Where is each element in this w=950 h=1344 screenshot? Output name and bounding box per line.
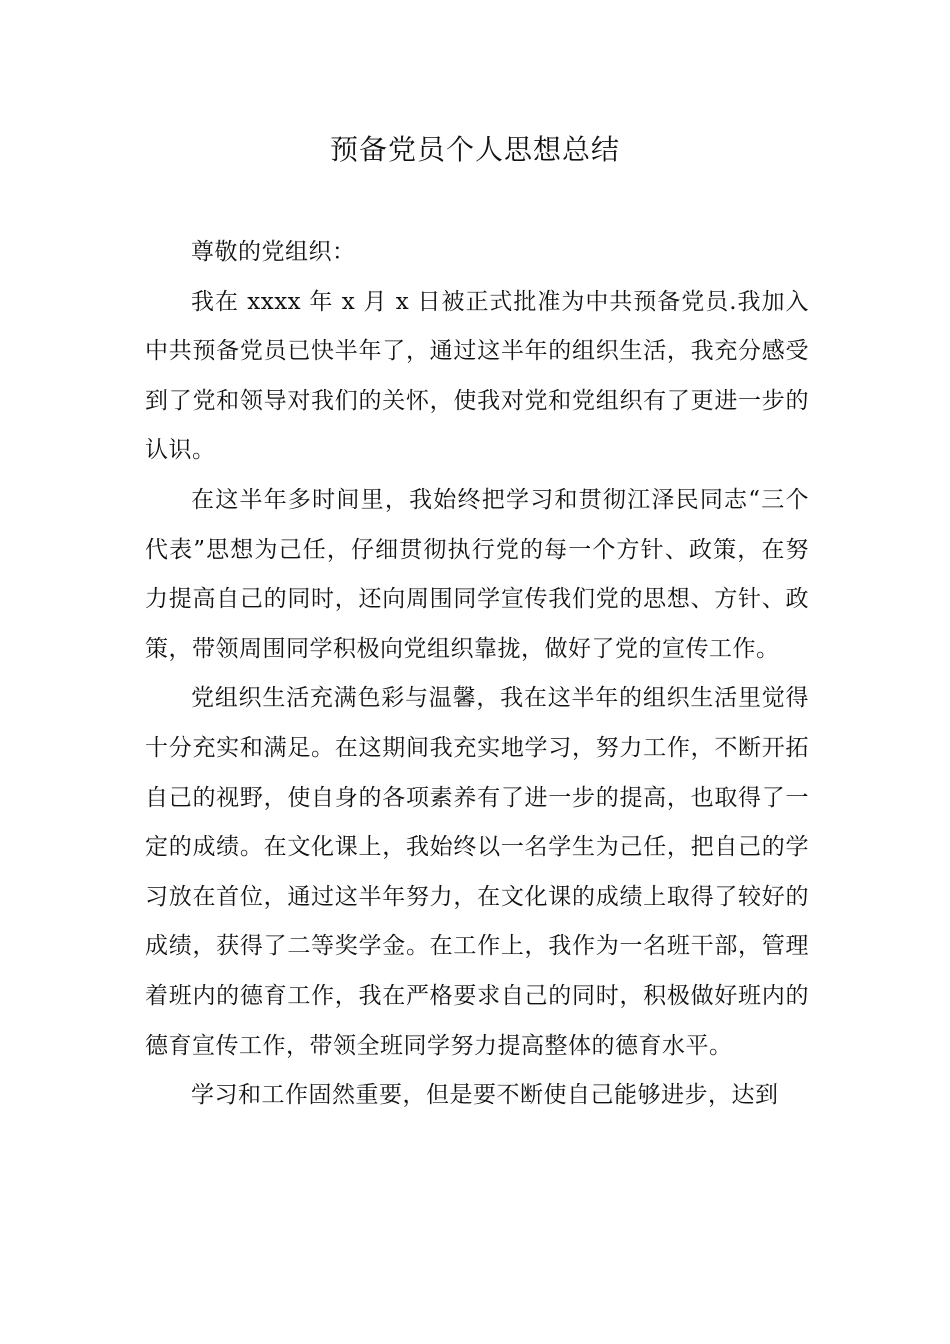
paragraph: 在这半年多时间里，我始终把学习和贯彻江泽民同志“三个代表”思想为己任，仔细贯彻执行党的每一个方针、政策，在努力提高自己的同时，还向周围同学宣传我们党的思想、方针、政策，带领周围同学积极向党组织靠拢，做好了党的宣传工作。	[145, 486, 809, 662]
document-title: 预备党员个人思想总结	[329, 133, 620, 166]
document-body	[145, 228, 809, 1121]
paragraph: 党组织生活充满色彩与温馨，我在这半年的组织生活里觉得十分充实和满足。在这期间我充实地学习，努力工作，不断开拓自己的视野，使自身的各项素养有了进一步的提高，也取得了一定的成绩。在文化课上，我始终以一名学生为己任，把自己的学习放在首位，通过这半年努力，在文化课的成绩上取得了较好的成绩，获得了二等奖学金。在工作上，我作为一名班干部，管理着班内的德育工作，我在严格要求自己的同时，积极做好班内的德育宣传工作，带领全班同学努力提高整体的德育水平。	[145, 685, 809, 1059]
salutation: 尊敬的党组织：	[191, 239, 356, 265]
paragraph: 我在 xxxx 年 x 月 x 日被正式批准为中共预备党员.我加入中共预备党员已快半年了，通过这半年的组织生活，我充分感受到了党和领导对我们的关怀，使我对党和党组织有了更进一步的认识。	[145, 288, 809, 464]
paragraph: 学习和工作固然重要，但是要不断使自己能够进步，达到	[191, 1082, 779, 1109]
